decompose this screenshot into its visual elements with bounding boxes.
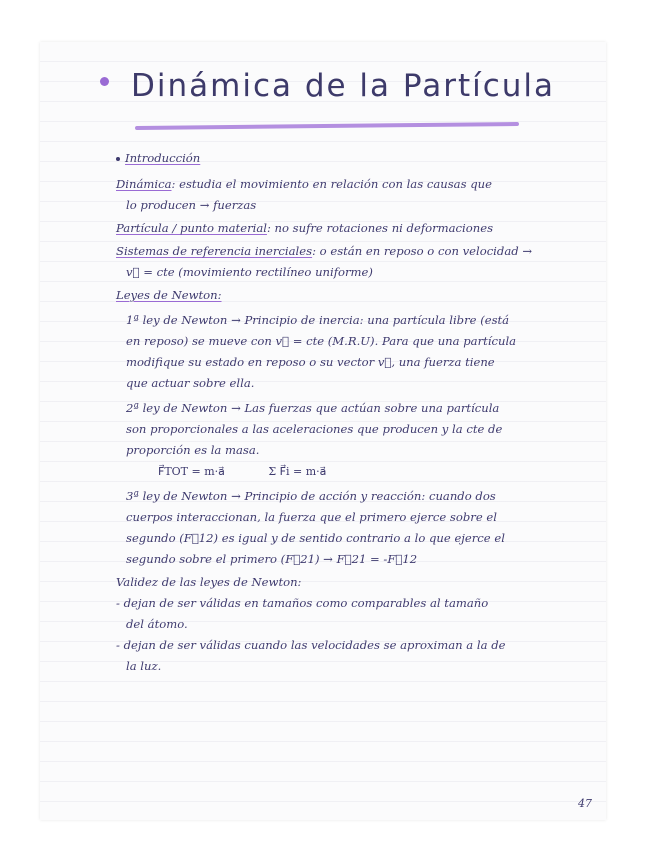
particula-term: Partícula / punto material (116, 221, 267, 235)
law3-line-2: cuerpos interaccionan, la fuerza que el primero ejerce sobre el (126, 510, 497, 524)
law-3 (116, 488, 586, 568)
law3-line-3: segundo (F⃗12) es igual y de sentido contrario a lo que ejerce el (126, 531, 505, 545)
law2-line-2: son proporcionales a las aceleraciones que producen y la cte de (126, 422, 503, 436)
sistemas-text: : o están en reposo o con velocidad → (312, 244, 533, 258)
particula-text: : no sufre rotaciones ni deformaciones (266, 221, 494, 235)
law1-line-1: 1ª ley de Newton → Principio de inercia: una partícula libre (está (126, 313, 510, 327)
sistemas-text-2: v⃗ = cte (movimiento rectilíneo uniforme) (126, 265, 373, 279)
law3-line-4: segundo sobre el primero (F⃗21) → F⃗21 = -F⃗12 (126, 552, 418, 566)
law-2 (116, 400, 586, 480)
sistemas-definition (116, 243, 586, 260)
formula-ftot: F⃗TOT = m·a⃗ (158, 465, 225, 478)
intro-bullet-icon (116, 157, 120, 161)
intro-heading (116, 150, 586, 167)
dinamica-text-2: lo producen → fuerzas (126, 198, 257, 212)
leyes-heading: Leyes de Newton: (116, 288, 222, 302)
formula-sum: Σ F⃗i = m·a⃗ (268, 465, 327, 478)
law1-line-4: que actuar sobre ella. (126, 376, 255, 390)
law-1 (116, 312, 586, 392)
law1-line-3: modifique su estado en reposo o su vector v⃗, una fuerza tiene (126, 355, 495, 369)
dinamica-term: Dinámica (116, 177, 172, 191)
notebook-page (40, 42, 606, 820)
notes-content (116, 150, 586, 679)
law2-line-1: 2ª ley de Newton → Las fuerzas que actúan sobre una partícula (126, 401, 500, 415)
validez-item-1b: del átomo. (126, 617, 188, 631)
law2-formulas (126, 463, 586, 480)
page-number: 47 (578, 797, 592, 810)
law1-line-2: en reposo) se mueve con v⃗ = cte (M.R.U). Para que una partícula (126, 334, 517, 348)
page-title: Dinámica de la Partícula (131, 68, 556, 104)
dinamica-definition (116, 176, 586, 193)
validez-heading: Validez de las leyes de Newton: (116, 575, 302, 589)
dinamica-text: : estudia el movimiento en relación con las causas que (171, 177, 492, 191)
title-row (100, 68, 555, 104)
sistemas-term: Sistemas de referencia inerciales (116, 244, 313, 258)
particula-definition (116, 220, 586, 237)
validez-item-2b: la luz. (126, 659, 162, 673)
law2-line-3: proporción es la masa. (126, 443, 260, 457)
law3-line-1: 3ª ley de Newton → Principio de acción y reacción: cuando dos (126, 489, 496, 503)
validez-item-1a: - dejan de ser válidas en tamaños como comparables al tamaño (116, 596, 489, 610)
title-bullet-icon (100, 77, 109, 86)
validez-item-2a: - dejan de ser válidas cuando las velocidades se aproximan a la de (116, 638, 506, 652)
intro-heading-text: Introducción (125, 151, 201, 165)
